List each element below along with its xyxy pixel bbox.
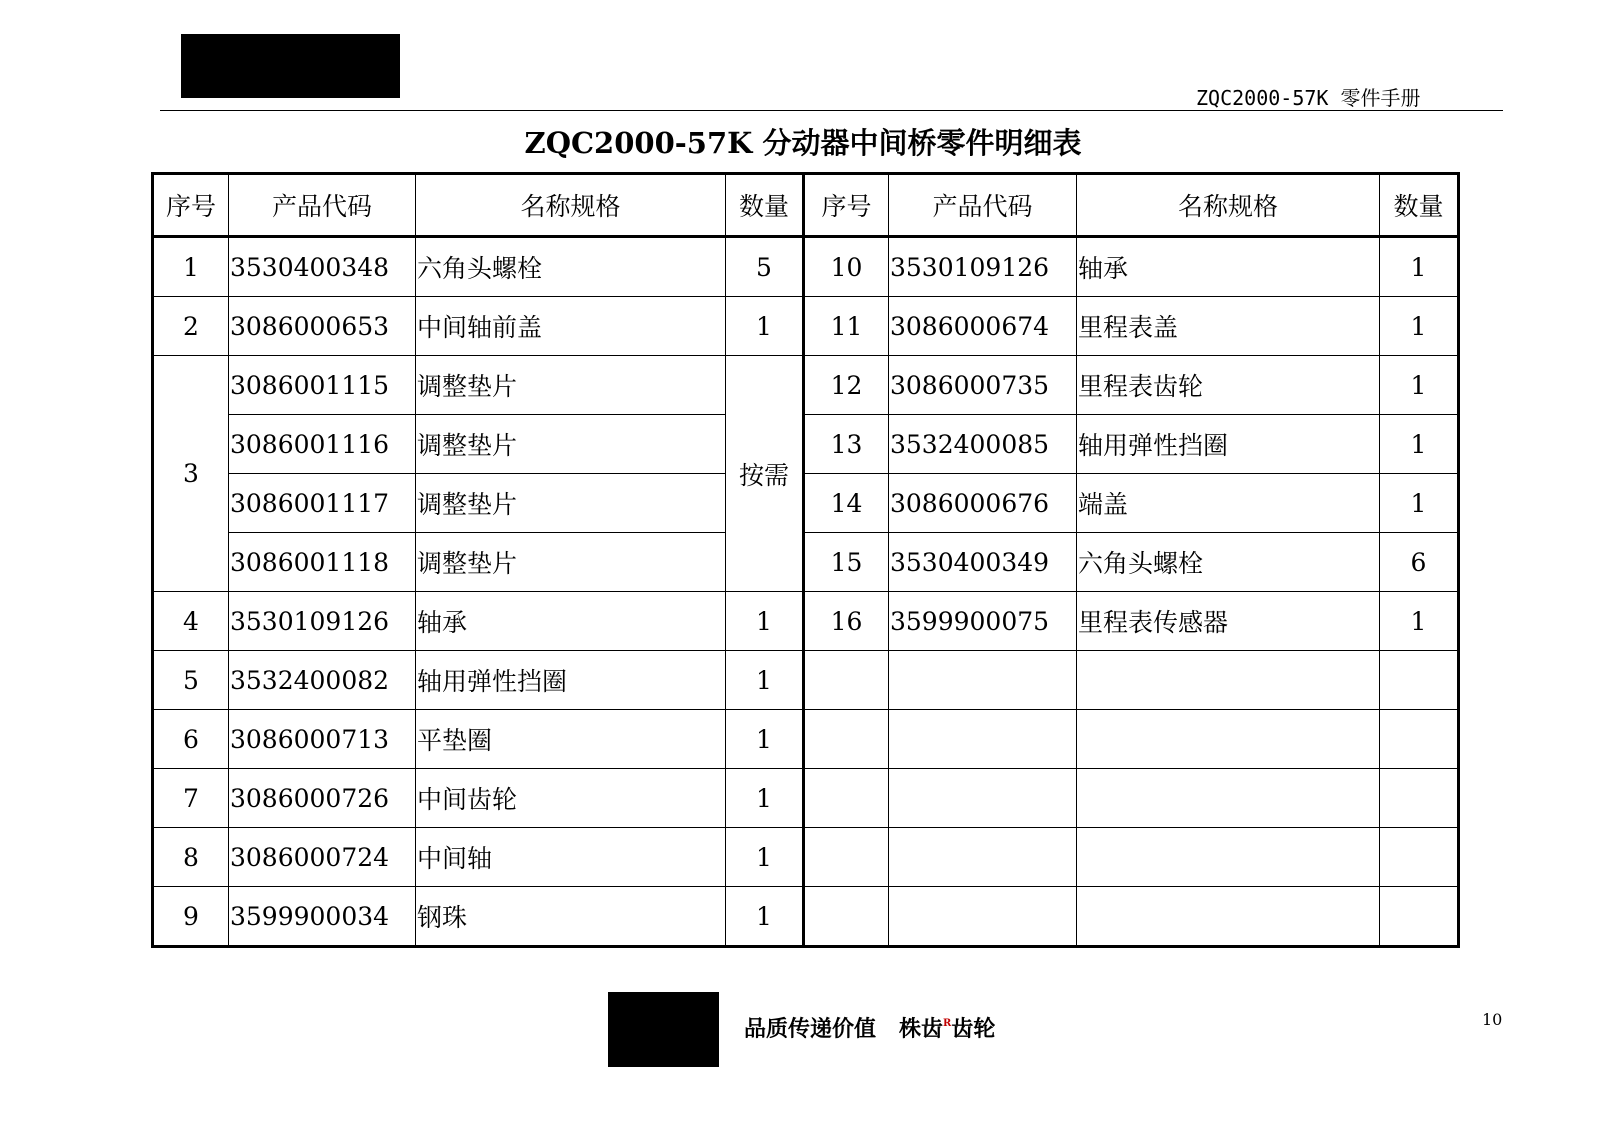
part-quantity	[1380, 651, 1459, 710]
header-cell: 名称规格	[416, 174, 726, 237]
parts-table	[151, 172, 1460, 948]
part-code: 3599900075	[889, 592, 1077, 651]
row-number: 12	[804, 356, 889, 415]
header-cell: 序号	[804, 174, 889, 237]
part-name: 中间轴	[416, 828, 726, 887]
part-name: 里程表传感器	[1077, 592, 1380, 651]
part-name: 平垫圈	[416, 710, 726, 769]
part-quantity: 1	[1380, 474, 1459, 533]
part-quantity	[1380, 769, 1459, 828]
row-number: 9	[153, 887, 229, 947]
row-number	[804, 651, 889, 710]
part-name: 六角头螺栓	[1077, 533, 1380, 592]
row-number: 2	[153, 297, 229, 356]
row-number	[804, 769, 889, 828]
part-quantity	[1380, 710, 1459, 769]
part-code: 3530400348	[229, 237, 416, 297]
part-name	[1077, 710, 1380, 769]
part-code	[889, 769, 1077, 828]
part-name: 轴用弹性挡圈	[1077, 415, 1380, 474]
part-code: 3086000676	[889, 474, 1077, 533]
part-name: 调整垫片	[416, 474, 726, 533]
part-quantity: 1	[726, 297, 804, 356]
part-code: 3086001117	[229, 474, 416, 533]
part-code	[889, 887, 1077, 947]
document-reference: ZQC2000-57K 零件手册	[1196, 86, 1421, 110]
part-quantity: 1	[1380, 415, 1459, 474]
slogan-text: 品质传递价值	[744, 1016, 877, 1042]
row-number: 3	[153, 356, 229, 592]
row-number	[804, 887, 889, 947]
part-code	[889, 828, 1077, 887]
part-quantity	[1380, 887, 1459, 947]
table-row	[153, 297, 1459, 356]
part-code: 3086000674	[889, 297, 1077, 356]
part-code: 3086000724	[229, 828, 416, 887]
brand-logo	[608, 992, 719, 1067]
table-row	[153, 887, 1459, 947]
part-quantity: 5	[726, 237, 804, 297]
table-row	[153, 828, 1459, 887]
table-row	[153, 710, 1459, 769]
page-number: 10	[1482, 1010, 1503, 1029]
part-quantity: 1	[1380, 356, 1459, 415]
row-number: 10	[804, 237, 889, 297]
part-name: 中间轴前盖	[416, 297, 726, 356]
part-name: 钢珠	[416, 887, 726, 947]
header-cell: 序号	[153, 174, 229, 237]
row-number: 16	[804, 592, 889, 651]
part-code: 3530109126	[889, 237, 1077, 297]
part-code: 3086001115	[229, 356, 416, 415]
part-name: 里程表盖	[1077, 297, 1380, 356]
row-number: 5	[153, 651, 229, 710]
table-row	[153, 592, 1459, 651]
brand-name: 株齿	[899, 1016, 944, 1042]
part-name: 六角头螺栓	[416, 237, 726, 297]
part-quantity: 1	[1380, 297, 1459, 356]
part-name: 轴承	[1077, 237, 1380, 297]
part-code: 3086000713	[229, 710, 416, 769]
footer-slogan	[744, 1012, 995, 1043]
part-code	[889, 710, 1077, 769]
header-cell: 产品代码	[229, 174, 416, 237]
part-name: 调整垫片	[416, 356, 726, 415]
row-number	[804, 828, 889, 887]
part-quantity: 1	[1380, 237, 1459, 297]
part-name: 轴用弹性挡圈	[416, 651, 726, 710]
part-quantity: 1	[726, 651, 804, 710]
table-row	[153, 651, 1459, 710]
page-title: ZQC2000-57K 分动器中间桥零件明细表	[524, 126, 1082, 160]
part-code: 3532400085	[889, 415, 1077, 474]
part-code: 3086001118	[229, 533, 416, 592]
row-number: 6	[153, 710, 229, 769]
part-quantity: 1	[726, 592, 804, 651]
table-row	[153, 237, 1459, 297]
part-name: 调整垫片	[416, 415, 726, 474]
part-name	[1077, 651, 1380, 710]
row-number: 13	[804, 415, 889, 474]
part-code: 3086000653	[229, 297, 416, 356]
row-number: 1	[153, 237, 229, 297]
company-logo	[181, 34, 400, 98]
part-quantity: 1	[1380, 592, 1459, 651]
part-code: 3530109126	[229, 592, 416, 651]
row-number: 11	[804, 297, 889, 356]
row-number	[804, 710, 889, 769]
part-code: 3599900034	[229, 887, 416, 947]
table-row	[153, 533, 1459, 592]
table-header-row	[153, 174, 1459, 237]
header-cell: 数量	[1380, 174, 1459, 237]
registered-mark: R	[943, 1018, 952, 1029]
row-number: 8	[153, 828, 229, 887]
part-quantity: 1	[726, 887, 804, 947]
part-name: 端盖	[1077, 474, 1380, 533]
header-cell: 产品代码	[889, 174, 1077, 237]
row-number: 15	[804, 533, 889, 592]
brand-name-suffix: 齿轮	[951, 1016, 996, 1042]
part-quantity: 6	[1380, 533, 1459, 592]
part-name: 中间齿轮	[416, 769, 726, 828]
part-name	[1077, 887, 1380, 947]
header-divider	[160, 110, 1503, 111]
part-quantity: 1	[726, 769, 804, 828]
row-number: 14	[804, 474, 889, 533]
part-name	[1077, 769, 1380, 828]
part-name: 轴承	[416, 592, 726, 651]
part-quantity	[1380, 828, 1459, 887]
part-name: 调整垫片	[416, 533, 726, 592]
table-row	[153, 415, 1459, 474]
part-quantity: 1	[726, 710, 804, 769]
part-code: 3532400082	[229, 651, 416, 710]
row-number: 4	[153, 592, 229, 651]
part-quantity: 1	[726, 828, 804, 887]
table-row	[153, 356, 1459, 415]
table-row	[153, 769, 1459, 828]
part-code: 3530400349	[889, 533, 1077, 592]
part-name	[1077, 828, 1380, 887]
part-name: 里程表齿轮	[1077, 356, 1380, 415]
table-row	[153, 474, 1459, 533]
part-code: 3086000735	[889, 356, 1077, 415]
header-cell: 数量	[726, 174, 804, 237]
part-quantity: 按需	[726, 356, 804, 592]
part-code: 3086000726	[229, 769, 416, 828]
row-number: 7	[153, 769, 229, 828]
header-cell: 名称规格	[1077, 174, 1380, 237]
part-code	[889, 651, 1077, 710]
part-code: 3086001116	[229, 415, 416, 474]
